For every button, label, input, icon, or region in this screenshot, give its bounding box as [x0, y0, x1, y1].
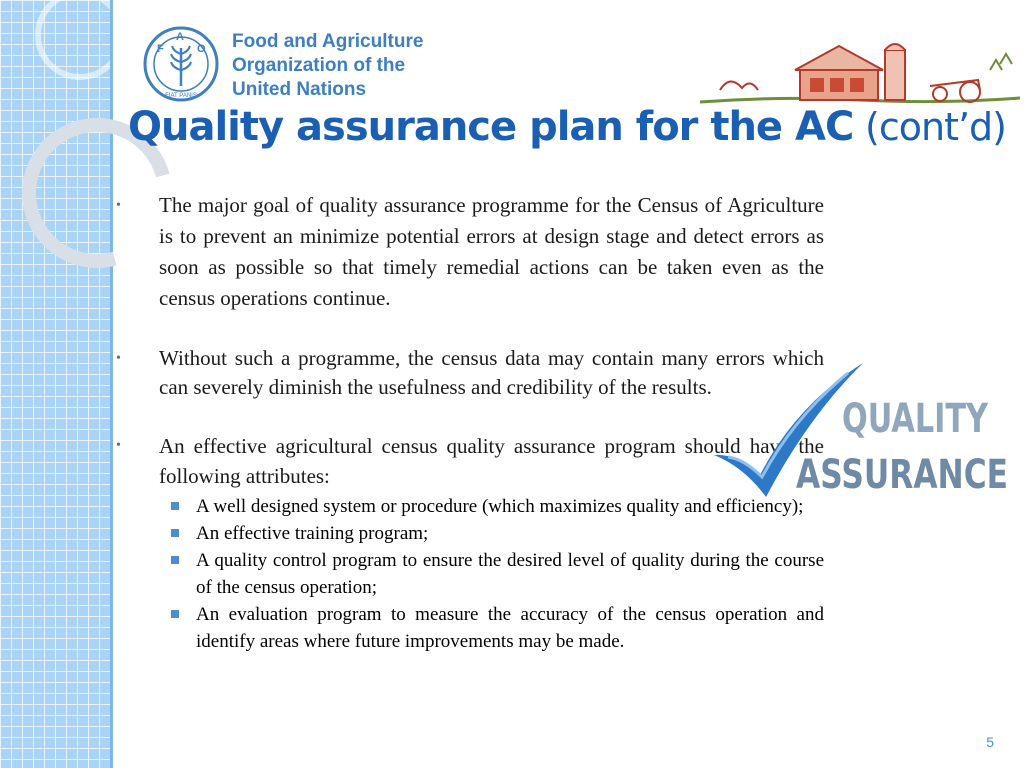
- bullet-icon: •: [116, 438, 121, 453]
- farm-illustration: [700, 40, 1020, 108]
- list-item-text: An evaluation program to measure the accuracy of the census operation and identify areas where future improvements may be made.: [196, 604, 824, 652]
- organization-name: [232, 30, 423, 102]
- decorative-sidebar: [0, 0, 113, 768]
- square-bullet-icon: [171, 502, 179, 510]
- org-name-line: Organization of the: [232, 55, 406, 76]
- square-bullet-icon: [171, 529, 179, 537]
- page-number: 5: [986, 734, 994, 750]
- attribute-list: [112, 493, 824, 655]
- emblem-letter-f: F: [157, 43, 164, 55]
- qa-text-assurance: ASSURANCE: [796, 452, 1008, 498]
- list-item: [159, 547, 824, 601]
- qa-text-quality: QUALITY: [842, 396, 989, 442]
- bullet-icon: •: [116, 198, 121, 213]
- square-bullet-icon: [171, 556, 179, 564]
- list-item-text: An effective training program;: [196, 523, 429, 544]
- fao-emblem-icon: [143, 26, 219, 102]
- emblem-letter-o: O: [197, 43, 206, 55]
- slide-title: [128, 104, 1018, 150]
- bullet-text: An effective agricultural census quality assurance program should have the following attributes:: [159, 434, 824, 488]
- org-name-line: United Nations: [232, 79, 367, 100]
- org-name-line: Food and Agriculture: [232, 31, 424, 52]
- bullet-text: The major goal of quality assurance programme for the Census of Agriculture is to prevent an minimize potential errors at design stage and detect errors as soon as possible so that timely remedial actions can be taken even as the census operations continue.: [159, 193, 824, 310]
- list-item-text: A quality control program to ensure the desired level of quality during the course of the census operation;: [196, 550, 824, 598]
- list-item-text: A well designed system or procedure (which maximizes quality and efficiency);: [196, 496, 804, 517]
- square-bullet-icon: [171, 610, 179, 618]
- slide-title-main: Quality assurance plan for the AC: [128, 104, 854, 150]
- decorative-circle: [35, 0, 125, 80]
- quality-assurance-graphic: [708, 355, 1013, 505]
- bullet-text: Without such a programme, the census data may contain many errors which can severely diminish the usefulness and credibility of the results.: [159, 346, 824, 399]
- emblem-motto: FIAT PANIS: [165, 93, 197, 99]
- bullet-icon: •: [116, 351, 121, 366]
- emblem-letter-a: A: [176, 31, 184, 43]
- bullet-item: [112, 190, 824, 314]
- list-item: [159, 520, 824, 547]
- list-item: [159, 601, 824, 655]
- slide-title-suffix: (cont’d): [865, 105, 1007, 149]
